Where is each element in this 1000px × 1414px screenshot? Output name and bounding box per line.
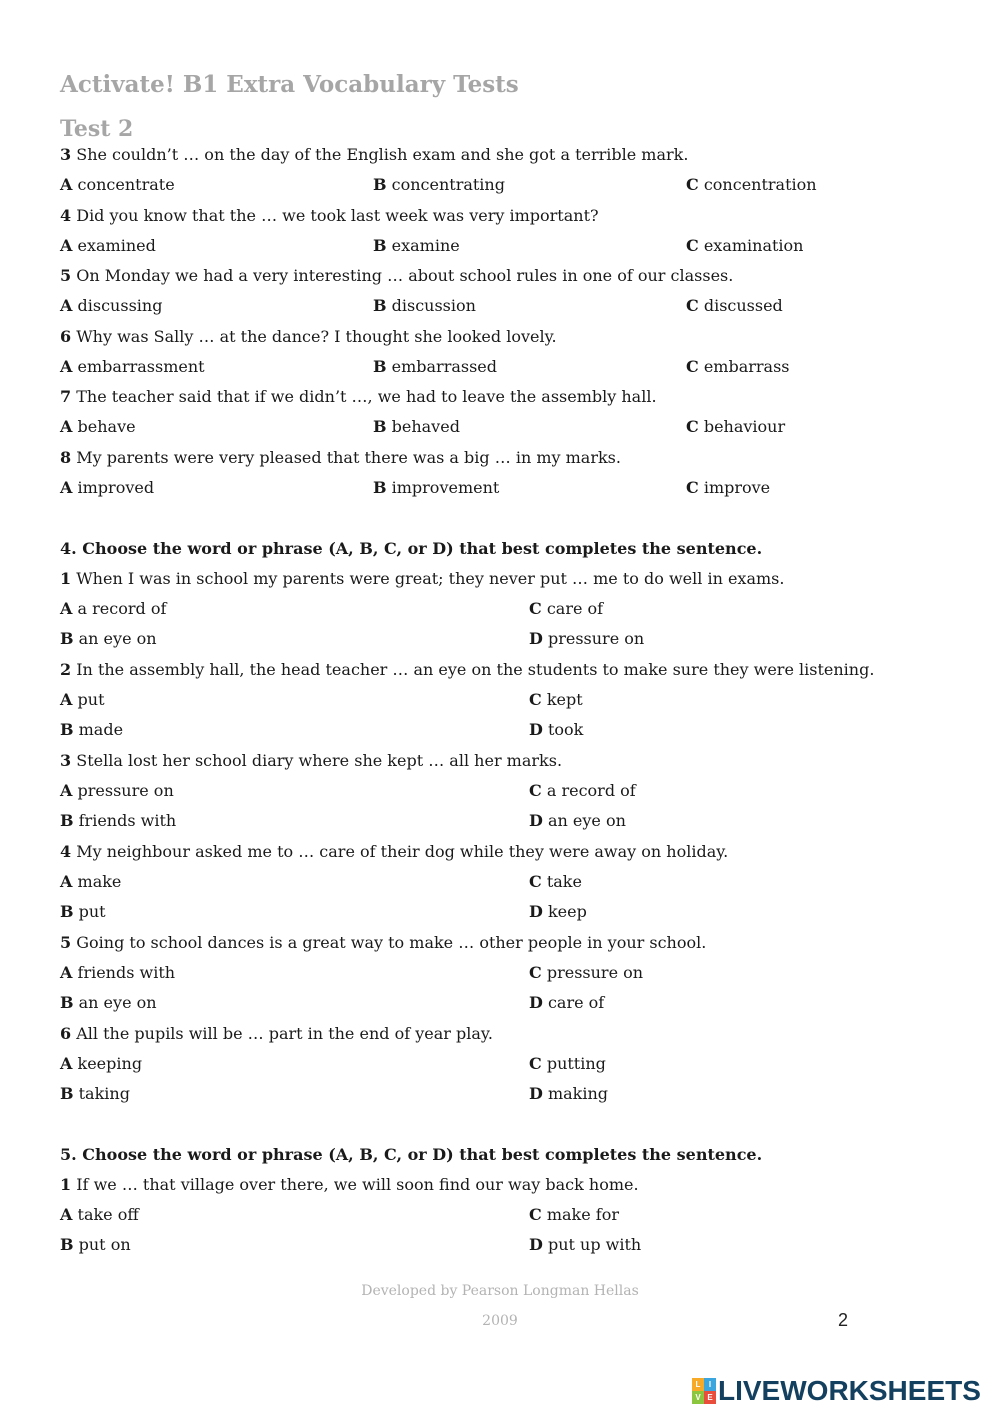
answer-option: [60, 417, 136, 437]
answer-option-label: D: [529, 629, 543, 648]
answer-option-label: C: [529, 872, 542, 891]
answer-option-text: make: [77, 872, 122, 891]
answer-option-text: care of: [546, 599, 604, 618]
answer-option-label: B: [373, 417, 387, 436]
answer-option: [373, 296, 476, 316]
question: [60, 266, 733, 286]
question-label: 4: [60, 205, 72, 225]
answer-option-label: D: [529, 811, 543, 830]
question-text: On Monday we had a very interesting … about school rules in one of our classes.: [76, 266, 734, 285]
brand-name: LIVEWORKSHEETS: [718, 1375, 981, 1406]
answer-option-text: embarrass: [703, 356, 790, 376]
answer-option-label: D: [529, 1084, 543, 1103]
answer-option-text: embarrassment: [77, 356, 205, 376]
answer-option: [60, 1205, 139, 1225]
answer-option-label: A: [60, 417, 73, 436]
question-text: In the assembly hall, the head teacher … an eye on the students to make sure they were listening.: [76, 660, 875, 679]
answer-option-label: D: [529, 902, 543, 921]
answer-option-label: B: [60, 1084, 74, 1103]
answer-option: [60, 811, 176, 831]
answer-option-text: friends with: [78, 811, 177, 830]
answer-option-text: discussing: [77, 296, 163, 315]
answer-option-text: kept: [546, 690, 583, 709]
answer-option: [60, 236, 156, 256]
question-label: 5: [60, 933, 72, 952]
answer-option: [686, 296, 783, 316]
answer-option-label: C: [529, 963, 542, 982]
answer-option-text: improve: [703, 477, 771, 497]
answer-option-text: a record of: [546, 781, 636, 800]
answer-option-text: concentrate: [77, 175, 175, 194]
question-label: 1: [60, 569, 72, 588]
answer-option-text: made: [78, 720, 124, 739]
answer-option: [60, 296, 162, 316]
answer-option-text: taking: [78, 1084, 130, 1103]
answer-option: [60, 629, 157, 649]
logo-letter: E: [704, 1391, 716, 1404]
answer-option: [60, 1054, 142, 1074]
answer-option-label: A: [60, 1054, 73, 1073]
answer-option-label: A: [60, 356, 73, 376]
answer-option: [529, 629, 644, 649]
question-label: 1: [60, 1175, 72, 1194]
question-label: 6: [60, 326, 72, 346]
question-label: 4: [60, 842, 72, 861]
question: [60, 206, 599, 226]
answer-option: [529, 690, 583, 710]
answer-option-label: D: [529, 993, 543, 1012]
question-text: The teacher said that if we didn’t …, we had to leave the assembly hall.: [76, 387, 657, 406]
answer-option: [529, 781, 636, 801]
answer-option: [529, 993, 604, 1013]
answer-option-text: concentrating: [391, 175, 505, 194]
section-4-heading: 4. Choose the word or phrase (A, B, C, or D) that best completes the sentence.: [60, 539, 763, 558]
answer-option-text: put: [77, 690, 105, 709]
answer-option-label: A: [60, 963, 73, 982]
answer-option: [529, 902, 587, 922]
answer-option-label: A: [60, 235, 73, 255]
question: [60, 660, 874, 680]
answer-option: [373, 357, 497, 377]
answer-option-text: concentration: [703, 175, 817, 194]
answer-option: [686, 175, 817, 195]
question: [60, 448, 621, 468]
answer-option: [60, 175, 175, 195]
answer-option: [529, 1205, 619, 1225]
answer-option-label: B: [60, 1235, 74, 1254]
answer-option: [373, 175, 505, 195]
answer-option-label: A: [60, 1205, 73, 1224]
question: [60, 751, 562, 771]
answer-option-label: C: [686, 296, 699, 315]
answer-option: [529, 1084, 608, 1104]
answer-option-text: examine: [391, 235, 460, 255]
question-text: Stella lost her school diary where she kept … all her marks.: [76, 751, 563, 770]
answer-option: [373, 236, 460, 256]
answer-option: [60, 963, 175, 983]
answer-option-text: examination: [703, 235, 804, 255]
answer-option-label: B: [60, 993, 74, 1012]
answer-option: [60, 781, 174, 801]
answer-option: [529, 720, 583, 740]
answer-option-text: discussed: [703, 296, 783, 315]
answer-option-label: C: [529, 599, 542, 618]
answer-option-label: C: [529, 1054, 542, 1073]
question: [60, 842, 728, 862]
question-text: When I was in school my parents were great; they never put … me to do well in exams.: [76, 569, 785, 588]
question-text: My parents were very pleased that there was a big … in my marks.: [76, 447, 621, 467]
section-5-heading: 5. Choose the word or phrase (A, B, C, or D) that best completes the sentence.: [60, 1145, 763, 1164]
answer-option-text: improved: [77, 477, 155, 497]
answer-option-text: behave: [77, 417, 136, 436]
answer-option: [60, 1235, 131, 1255]
answer-option: [686, 417, 785, 437]
answer-option-text: make for: [546, 1205, 619, 1224]
answer-option-label: D: [529, 1235, 543, 1254]
answer-option-label: C: [686, 477, 699, 497]
answer-option: [529, 963, 643, 983]
answer-option: [60, 872, 121, 892]
answer-option-text: examined: [77, 235, 156, 255]
answer-option-label: A: [60, 296, 73, 315]
answer-option-label: B: [60, 720, 74, 739]
answer-option-text: discussion: [391, 296, 476, 315]
logo-letter: V: [692, 1391, 704, 1404]
answer-option: [60, 478, 154, 498]
question-text: My neighbour asked me to … care of their dog while they were away on holiday.: [76, 842, 729, 861]
question-text: Why was Sally … at the dance? I thought she looked lovely.: [76, 326, 557, 346]
answer-option-label: B: [373, 356, 387, 376]
answer-option-label: A: [60, 175, 73, 194]
answer-option-text: an eye on: [78, 993, 157, 1012]
answer-option-text: an eye on: [547, 811, 626, 830]
question: [60, 1175, 639, 1195]
page-number: 2: [838, 1310, 849, 1330]
answer-option-label: C: [529, 690, 542, 709]
answer-option-label: B: [60, 629, 74, 648]
answer-option-label: A: [60, 872, 73, 891]
question-label: 6: [60, 1024, 72, 1043]
footer-year: 2009: [482, 1313, 518, 1329]
question-label: 3: [60, 145, 72, 164]
answer-option-text: pressure on: [547, 629, 645, 648]
answer-option-text: put: [78, 902, 106, 921]
answer-option-label: C: [529, 781, 542, 800]
document-title: Activate! B1 Extra Vocabulary Tests: [60, 71, 519, 98]
answer-option: [529, 811, 626, 831]
answer-option-label: A: [60, 781, 73, 800]
answer-option: [60, 357, 205, 377]
answer-option: [529, 872, 582, 892]
question-label: 7: [60, 387, 72, 406]
question: [60, 933, 706, 953]
answer-option-text: friends with: [77, 963, 176, 982]
question: [60, 327, 557, 347]
answer-option-text: care of: [547, 993, 605, 1012]
answer-option: [60, 690, 105, 710]
answer-option-text: a record of: [77, 599, 167, 618]
answer-option: [686, 357, 790, 377]
answer-option: [60, 599, 166, 619]
answer-option-label: A: [60, 477, 73, 497]
answer-option: [529, 1235, 641, 1255]
question-label: 8: [60, 447, 72, 467]
answer-option: [60, 1084, 130, 1104]
test-subtitle: Test 2: [60, 116, 134, 142]
answer-option-label: B: [373, 175, 387, 194]
question-text: Did you know that the … we took last week was very important?: [76, 205, 599, 225]
logo-letter: L: [692, 1378, 704, 1391]
answer-option-text: put on: [78, 1235, 131, 1254]
question-label: 5: [60, 266, 72, 285]
answer-option-text: making: [547, 1084, 609, 1103]
answer-option-label: B: [373, 477, 387, 497]
answer-option-text: put up with: [547, 1235, 642, 1254]
answer-option-text: behaved: [391, 417, 460, 436]
answer-option-label: B: [373, 235, 387, 255]
answer-option-text: embarrassed: [391, 356, 498, 376]
answer-option-label: C: [686, 235, 699, 255]
logo-letter: I: [704, 1378, 716, 1391]
answer-option-text: take off: [77, 1205, 139, 1224]
liveworksheets-brand[interactable]: [692, 1374, 981, 1408]
answer-option: [686, 236, 803, 256]
answer-option: [373, 478, 499, 498]
answer-option: [529, 599, 603, 619]
answer-option-text: took: [547, 720, 584, 739]
answer-option-label: C: [686, 175, 699, 194]
question: [60, 145, 688, 165]
question-text: She couldn’t … on the day of the English exam and she got a terrible mark.: [76, 145, 689, 164]
liveworksheets-logo-icon: [692, 1378, 716, 1404]
answer-option-label: A: [60, 599, 73, 618]
answer-option-text: pressure on: [77, 781, 174, 800]
answer-option-text: putting: [546, 1054, 606, 1073]
answer-option-label: A: [60, 690, 73, 709]
answer-option: [373, 417, 460, 437]
question-text: Going to school dances is a great way to make … other people in your school.: [76, 933, 707, 952]
answer-option: [686, 478, 770, 498]
answer-option-text: an eye on: [78, 629, 157, 648]
question: [60, 569, 784, 589]
question-label: 3: [60, 751, 72, 770]
question-label: 2: [60, 660, 72, 679]
question: [60, 1024, 493, 1044]
answer-option-label: C: [686, 356, 699, 376]
answer-option-label: C: [686, 417, 699, 436]
answer-option-text: improvement: [391, 477, 500, 497]
question-text: If we … that village over there, we will soon find our way back home.: [76, 1175, 639, 1194]
question-text: All the pupils will be … part in the end of year play.: [76, 1024, 493, 1043]
answer-option-label: C: [529, 1205, 542, 1224]
answer-option: [60, 902, 106, 922]
answer-option-label: B: [373, 296, 387, 315]
answer-option-label: D: [529, 720, 543, 739]
answer-option-text: keep: [547, 902, 587, 921]
answer-option: [529, 1054, 606, 1074]
answer-option-text: behaviour: [703, 417, 786, 436]
question: [60, 387, 657, 407]
answer-option: [60, 993, 157, 1013]
answer-option-text: take: [546, 872, 582, 891]
answer-option: [60, 720, 123, 740]
footer-developer: Developed by Pearson Longman Hellas: [361, 1283, 639, 1299]
answer-option-text: keeping: [77, 1054, 143, 1073]
answer-option-label: B: [60, 902, 74, 921]
answer-option-text: pressure on: [546, 963, 644, 982]
answer-option-label: B: [60, 811, 74, 830]
